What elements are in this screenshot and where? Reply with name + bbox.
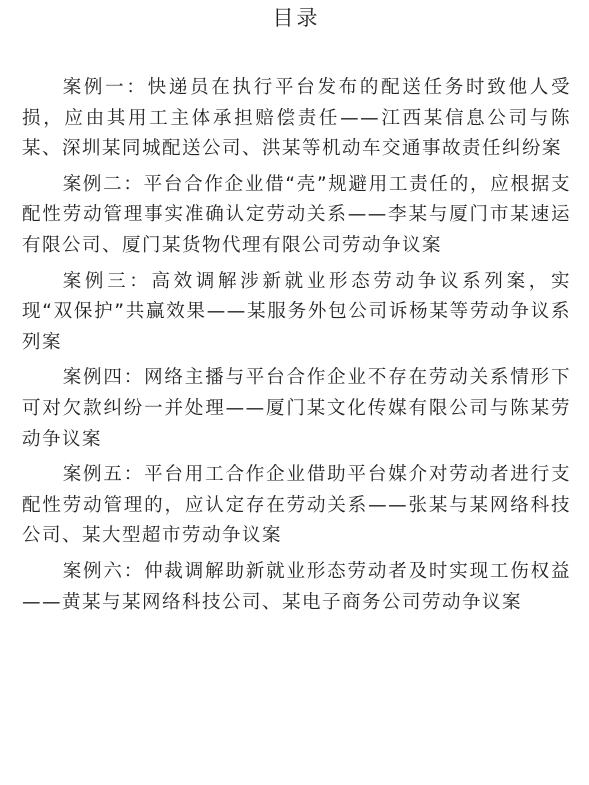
case-label: 案例二： [62, 173, 144, 195]
case-text: 高效调解涉新就业形态劳动争议系列案，实现“双保护”共赢效果——某服务外包公司诉杨某等劳动争议系列案 [22, 270, 571, 353]
case-entry-5 [22, 460, 571, 552]
case-label: 案例六： [62, 560, 145, 582]
case-entry-4 [22, 363, 571, 455]
case-entry-3 [22, 267, 571, 359]
case-label: 案例三： [62, 270, 152, 292]
page-title: 目录 [272, 6, 321, 30]
case-text: 平台用工合作企业借助平台媒介对劳动者进行支配性劳动管理的，应认定存在劳动关系——张某与某网络科技公司、某大型超市劳动争议案 [22, 464, 571, 547]
case-text: 快递员在执行平台发布的配送任务时致他人受损，应由其用工主体承担赔偿责任——江西某信息公司与陈某、深圳某同城配送公司、洪某等机动车交通事故责任纠纷案 [22, 77, 571, 160]
case-label: 案例一： [62, 77, 148, 98]
case-label: 案例四： [62, 367, 145, 389]
case-entry-2 [22, 170, 571, 262]
case-label: 案例五： [62, 464, 145, 486]
case-text: 仲裁调解助新就业形态劳动者及时实现工伤权益——黄某与某网络科技公司、某电子商务公司劳动争议案 [22, 560, 571, 613]
case-text: 网络主播与平台合作企业不存在劳动关系情形下可对欠款纠纷一并处理——厦门某文化传媒有限公司与陈某劳动争议案 [22, 367, 571, 450]
case-entry-1 [22, 73, 571, 165]
case-text: 平台合作企业借“壳”规避用工责任的，应根据支配性劳动管理事实准确认定劳动关系——李某与厦门市某速运有限公司、厦门某货物代理有限公司劳动争议案 [22, 173, 571, 256]
case-list [22, 73, 571, 618]
case-entry-6 [22, 557, 571, 618]
